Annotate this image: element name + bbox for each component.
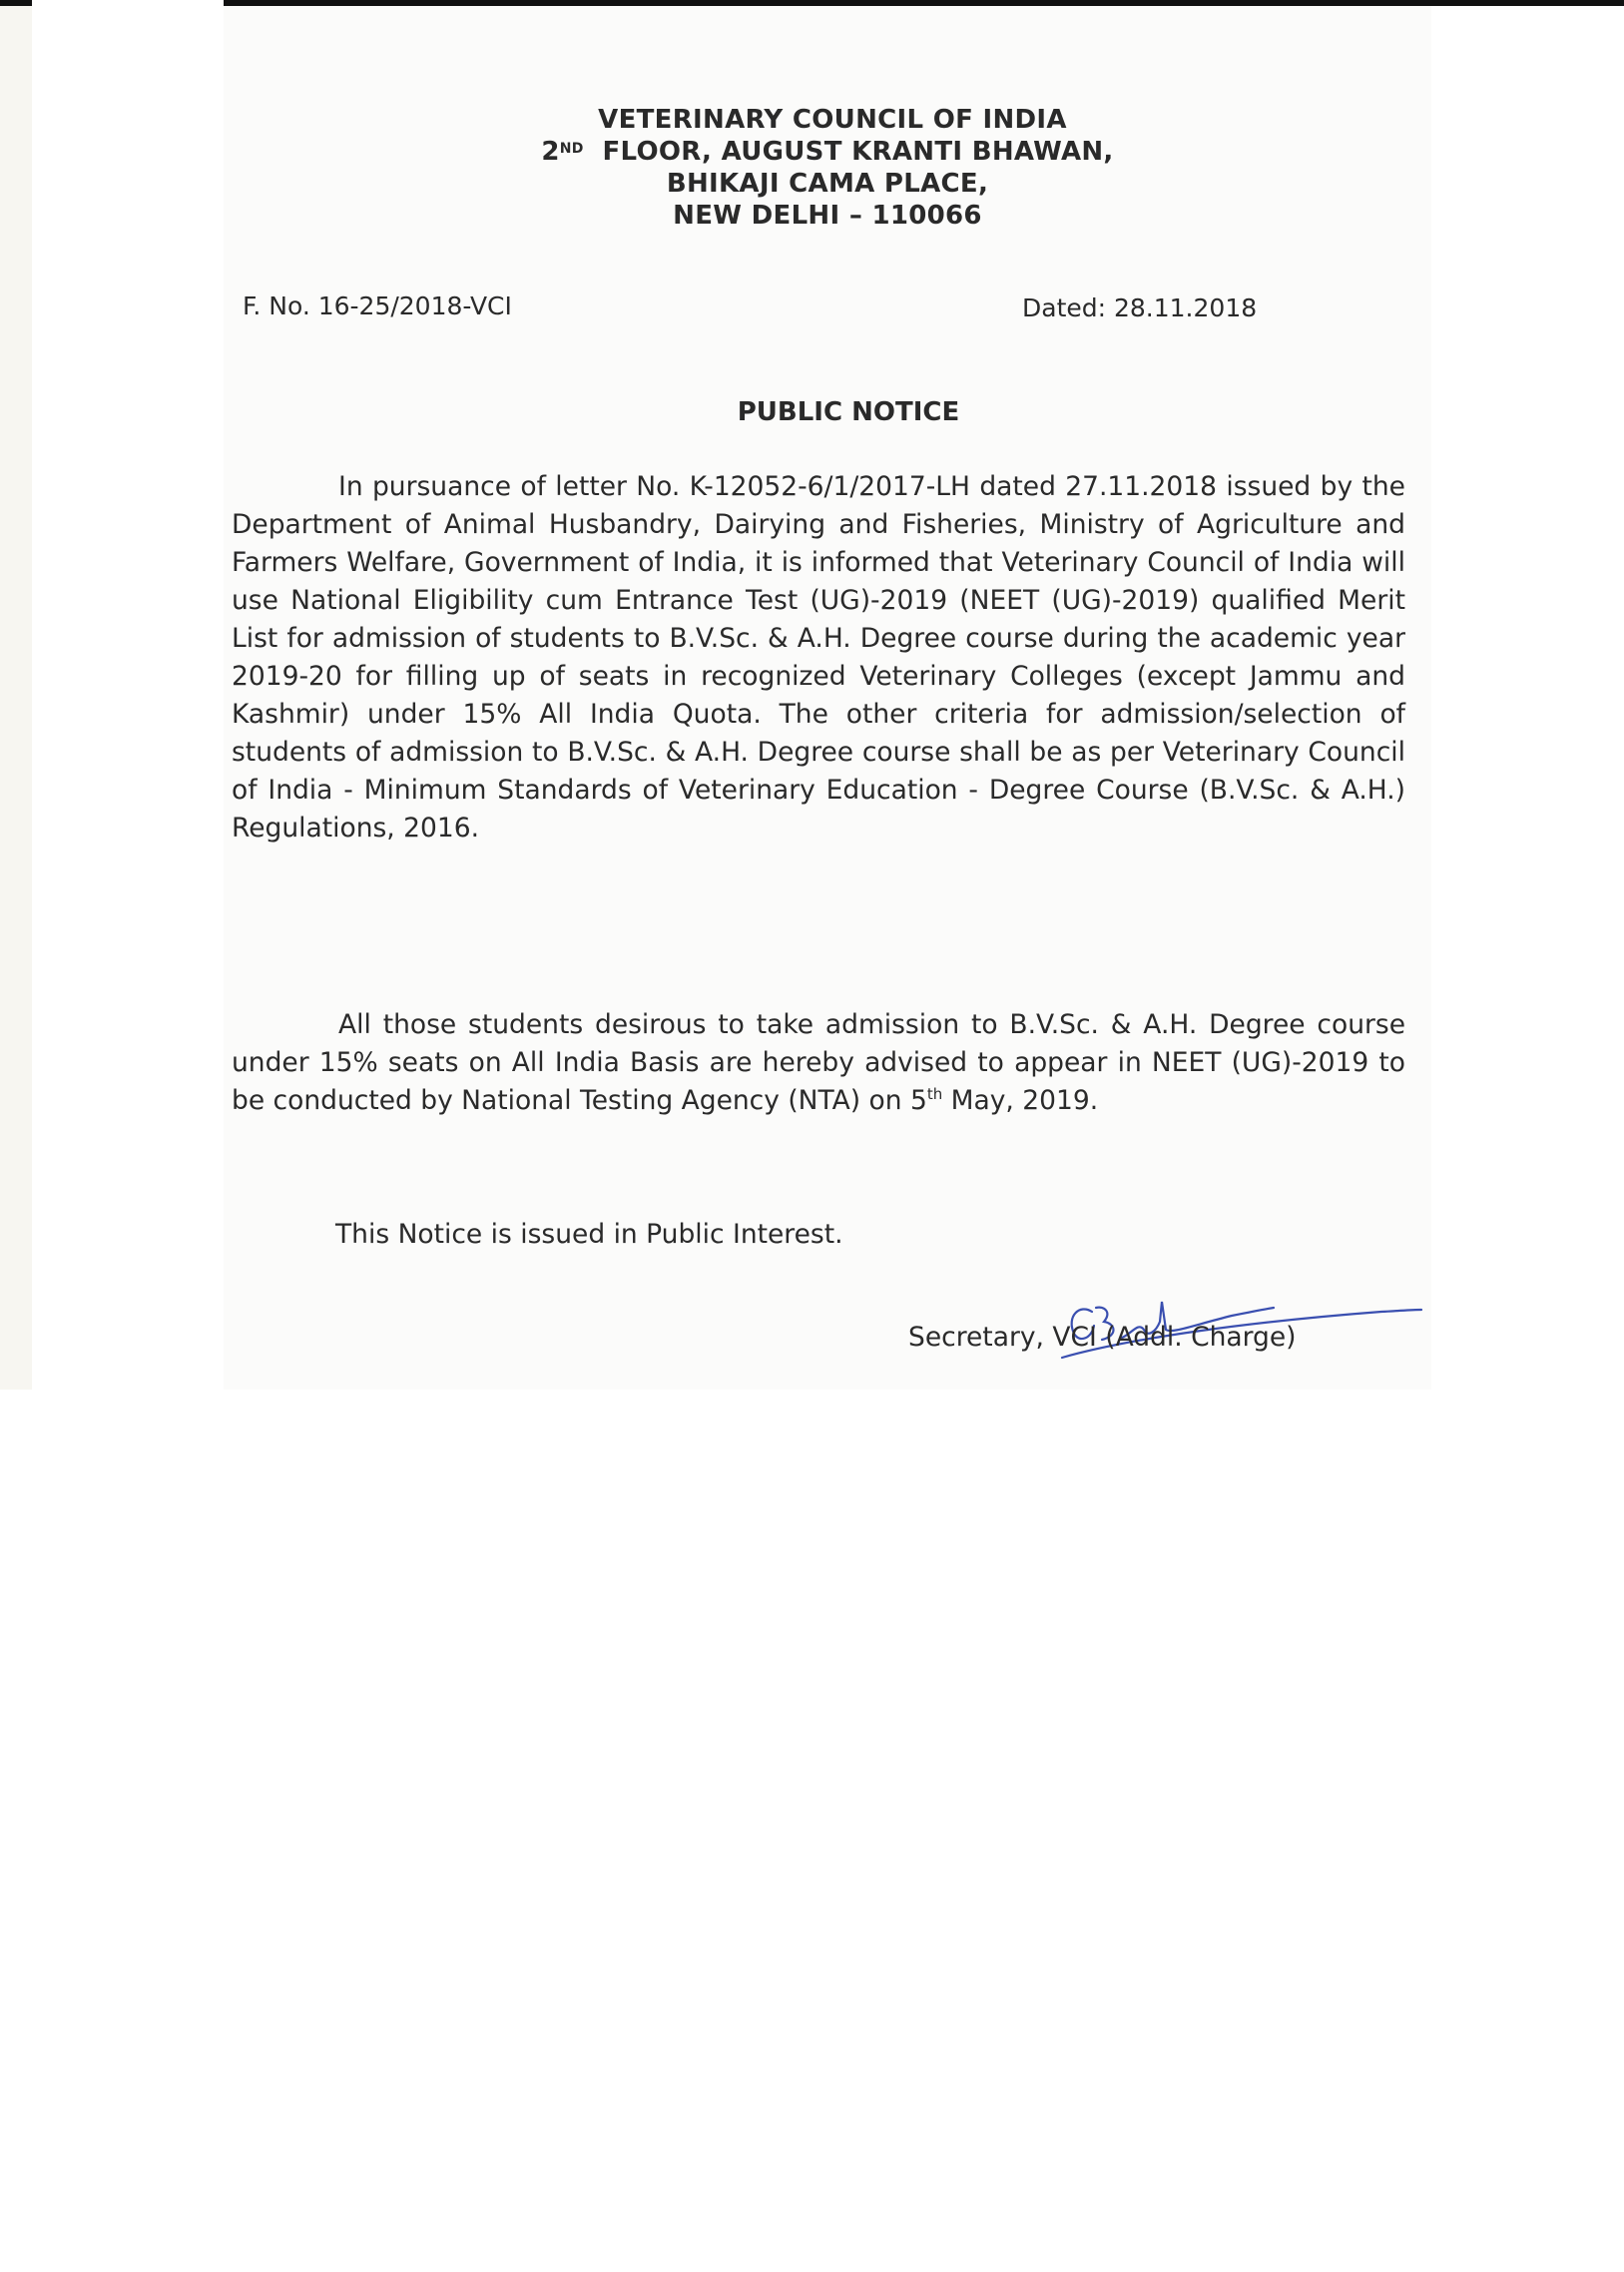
- notice-paragraph-3: This Notice is issued in Public Interest.: [335, 1219, 843, 1250]
- letterhead: [224, 104, 1431, 232]
- paragraph-1-text: In pursuance of letter No. K-12052-6/1/2017-LH dated 27.11.2018 issued by the Department of Animal Husbandry, Dairying and Fisheries, Ministry of Agriculture and Farmers Welfare, Government of India, it is informed that Veterinary Council of India will use National Eligibility cum Entrance Test (UG)-2019 (NEET (UG)-2019) qualified Merit List for admission of students to B.V.Sc. & A.H. Degree course during the academic year 2019-20 for filling up of seats in recognized Veterinary Colleges (except Jammu and Kashmir) under 15% All India Quota. The other criteria for admission/selection of students of admission to B.V.Sc. & A.H. Degree course shall be as per Veterinary Council of India - Minimum Standards of Veterinary Education - Degree Course (B.V.Sc. & A.H.) Regulations, 2016.: [232, 471, 1405, 844]
- address-line-1: [224, 136, 1431, 168]
- notice-paragraph-1: [232, 468, 1405, 848]
- file-number: F. No. 16-25/2018-VCI: [243, 291, 512, 320]
- notice-date: Dated: 28.11.2018: [1022, 293, 1258, 322]
- ordinal-suffix: th: [926, 1085, 943, 1104]
- signatory-designation: Secretary, VCI (Addl. Charge): [908, 1322, 1297, 1353]
- notice-title: PUBLIC NOTICE: [737, 397, 960, 427]
- floor-number: 2: [541, 137, 560, 167]
- address-line-1-rest: FLOOR, AUGUST KRANTI BHAWAN,: [602, 137, 1114, 167]
- paragraph-2-text: All those students desirous to take admission to B.V.Sc. & A.H. Degree course under 15% seats on All India Basis are hereby advised to appear in NEET (UG)-2019 to be conducted by National Testing Agency (NTA) on 5: [232, 1009, 1405, 1116]
- floor-suffix: ND: [559, 141, 584, 157]
- paragraph-2-text-end: May, 2019.: [942, 1085, 1099, 1116]
- scan-margin-strip: [0, 6, 32, 1390]
- org-name: VETERINARY COUNCIL OF INDIA: [598, 105, 1067, 135]
- document-page: [224, 6, 1431, 1390]
- address-line-2: BHIKAJI CAMA PLACE,: [666, 169, 989, 199]
- notice-paragraph-2: [232, 1006, 1405, 1120]
- address-line-3: NEW DELHI – 110066: [673, 201, 982, 231]
